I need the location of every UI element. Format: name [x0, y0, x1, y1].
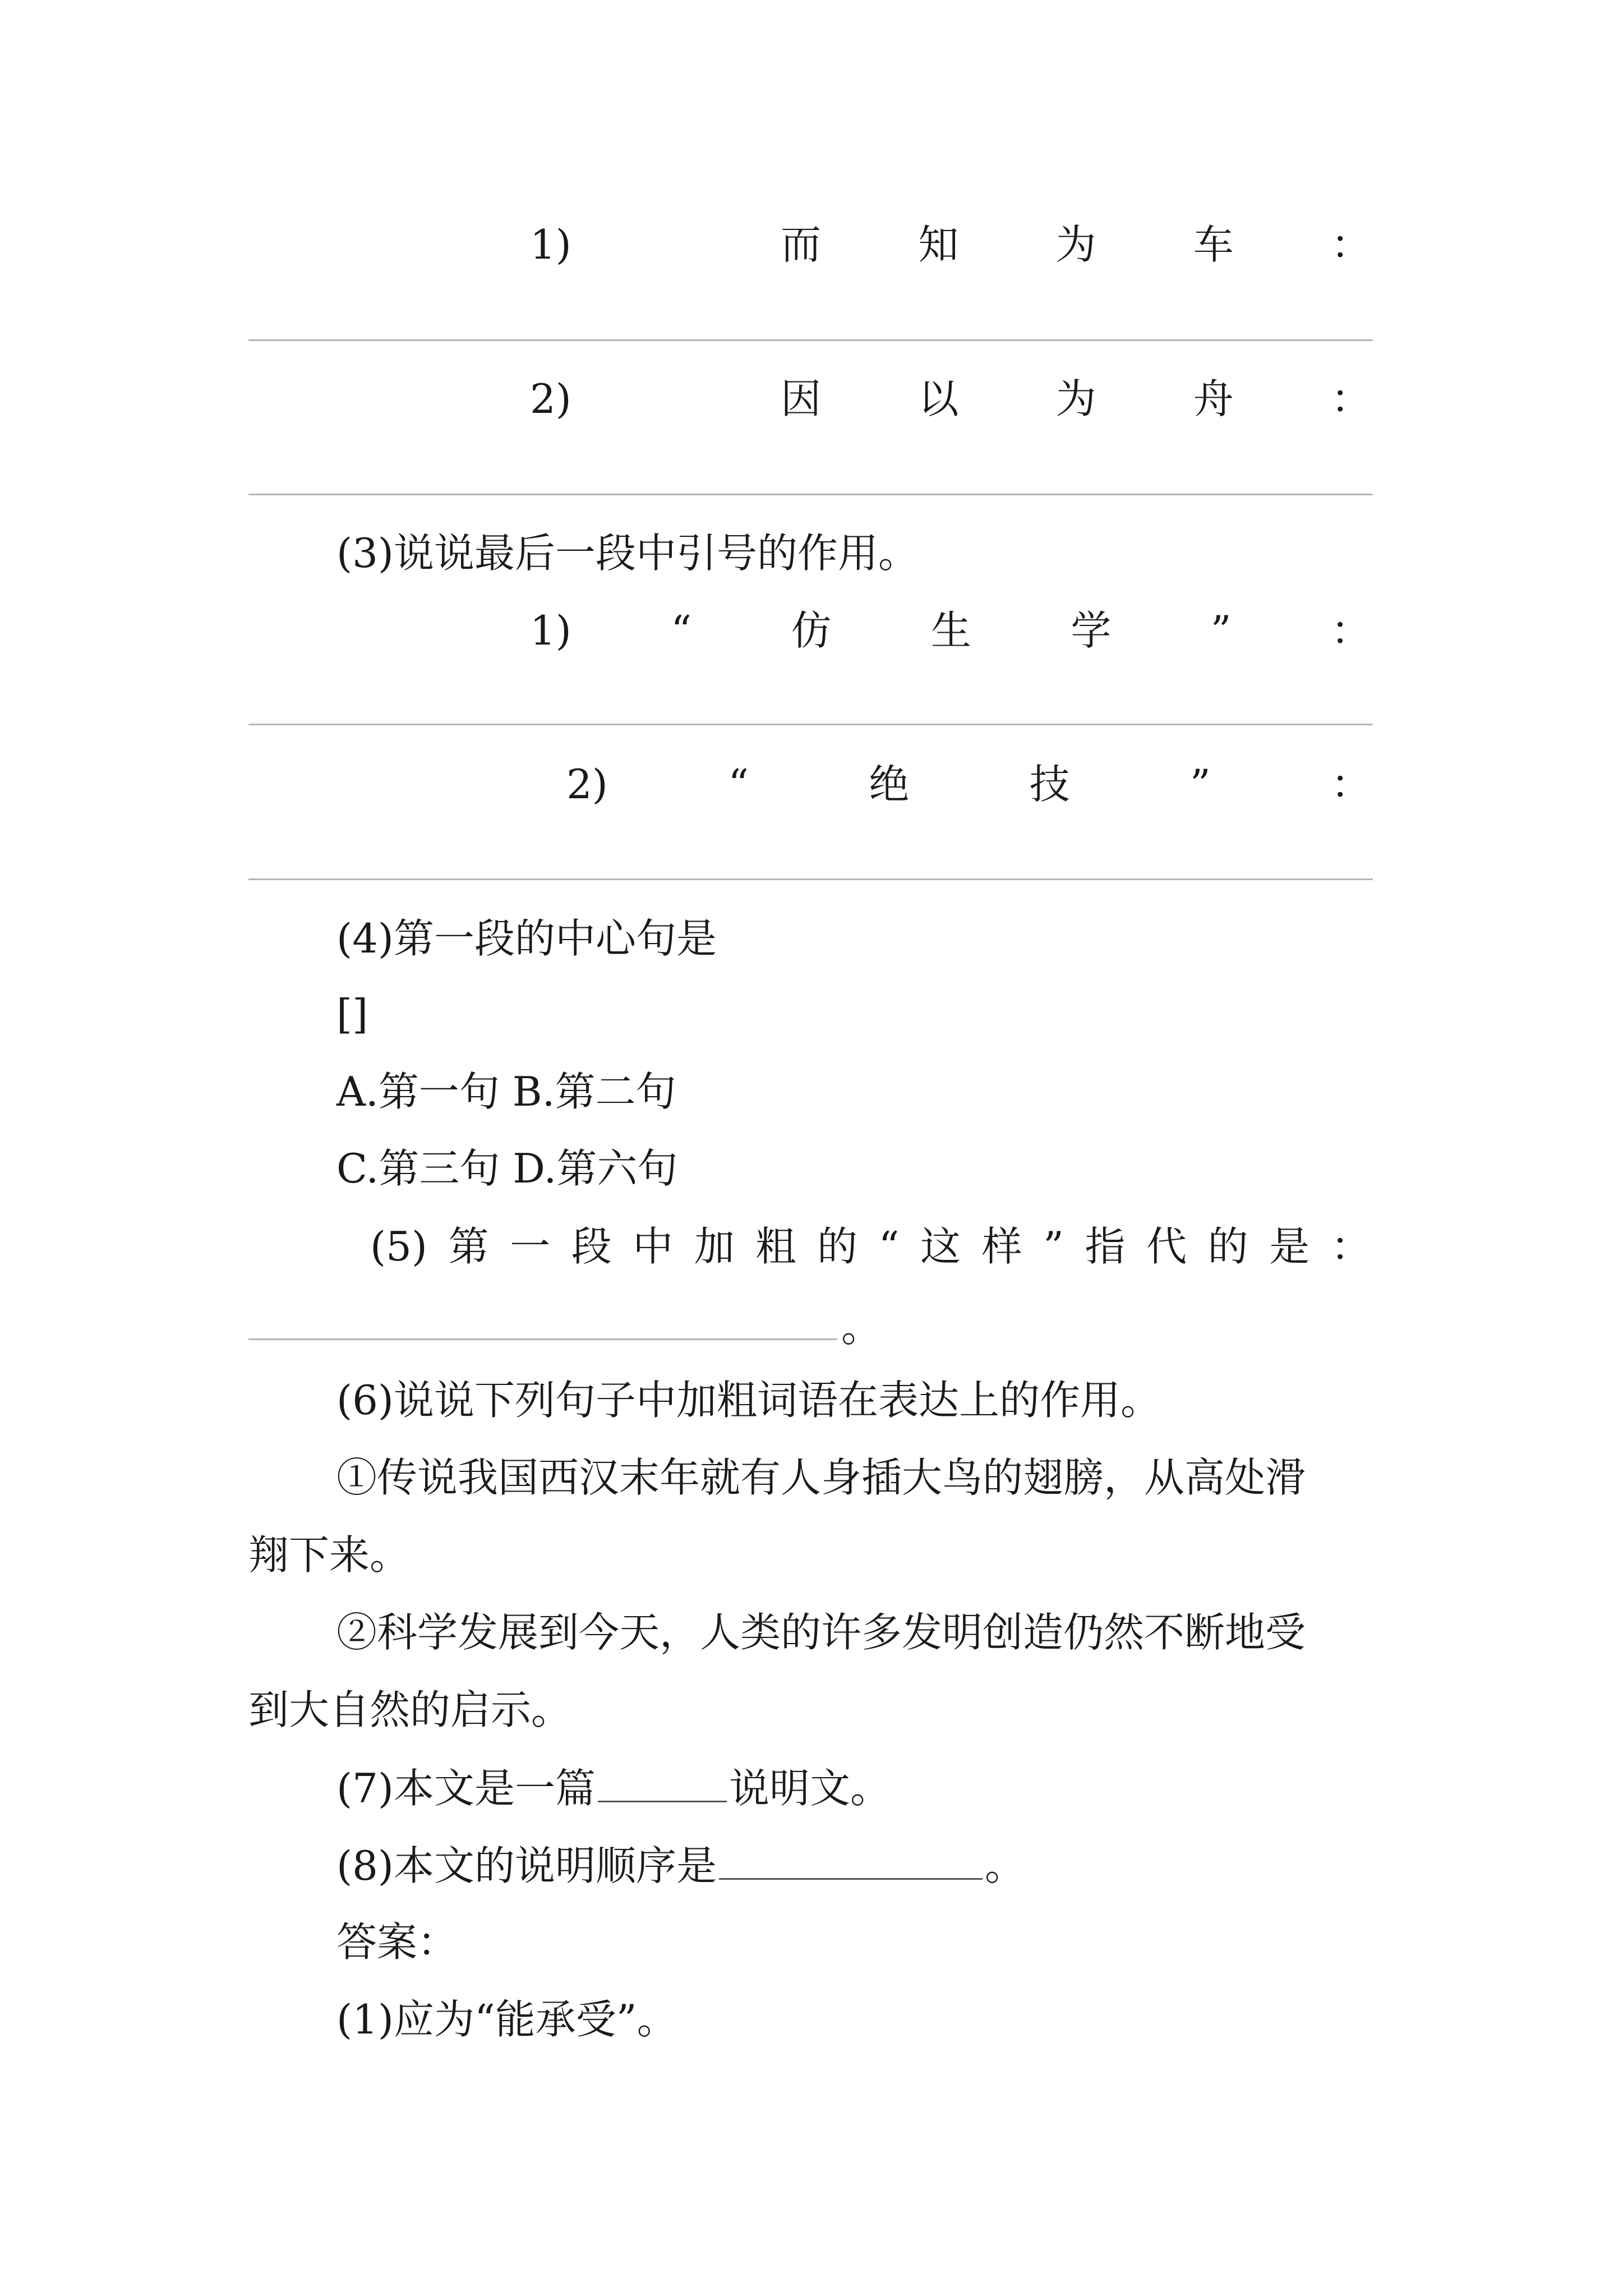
item-number: 1) [530, 221, 571, 268]
q7-text-before: (7)本文是一篇 [336, 1765, 596, 1812]
item-char: 车 [1193, 221, 1234, 268]
item-char: 生 [930, 607, 971, 654]
item-colon: ： [1330, 607, 1371, 654]
item-char: “ [728, 761, 749, 808]
prompt-char: 中 [633, 1223, 674, 1270]
item-number: 2) [566, 761, 608, 808]
q3-item-1 [530, 607, 1371, 654]
q6-prompt: (6)说说下列句子中加粗词语在表达上的作用。 [336, 1377, 1161, 1424]
item-char: 以 [918, 375, 959, 422]
item-char: ” [1210, 607, 1232, 654]
item-char: 技 [1029, 761, 1070, 808]
prompt-char: 这 [920, 1223, 961, 1270]
item-char: “ [671, 607, 692, 654]
q2-item-1 [530, 221, 1371, 268]
q4-options-2: C.第三句 D.第六句 [336, 1145, 678, 1192]
prompt-char: 一 [510, 1223, 551, 1270]
prompt-char: 是 [1269, 1223, 1310, 1270]
fill-blank [598, 1767, 727, 1802]
q2-item-2 [530, 375, 1371, 422]
q6-sentence-1-cont: 翔下来。 [248, 1531, 411, 1579]
prompt-char: 粗 [755, 1223, 796, 1270]
q4-prompt: (4)第一段的中心句是 [336, 915, 717, 962]
item-colon: ： [1330, 221, 1371, 268]
fill-blank [719, 1844, 983, 1880]
prompt-char: 段 [571, 1223, 612, 1270]
prompt-char: 加 [694, 1223, 735, 1270]
item-char: 因 [781, 375, 822, 422]
answer-line [248, 494, 1373, 495]
item-char: 为 [1055, 221, 1096, 268]
item-colon: ： [1330, 761, 1371, 808]
prompt-char: 样 [981, 1223, 1022, 1270]
answer-line [248, 1338, 837, 1340]
prompt-char: 的 [1207, 1223, 1248, 1270]
item-char: 而 [781, 221, 822, 268]
prompt-char: 的 [817, 1223, 858, 1270]
answer-line [248, 339, 1373, 341]
answer-1: (1)应为“能承受”。 [336, 1996, 677, 2043]
q4-answer-bracket: [] [336, 991, 368, 1038]
q3-item-2 [566, 761, 1371, 808]
item-char: 仿 [791, 607, 832, 654]
q4-options-1: A.第一句 B.第二句 [336, 1068, 676, 1115]
item-char: 为 [1055, 375, 1096, 422]
answer-line [248, 878, 1373, 880]
prompt-char: “ [878, 1223, 900, 1270]
q6-sentence-1: ①传说我国西汉末年就有人身插大鸟的翅膀，从高处滑 [336, 1454, 1306, 1501]
q8 [336, 1842, 1026, 1889]
item-colon: ： [1330, 375, 1371, 422]
prompt-char: ” [1043, 1223, 1064, 1270]
item-number: 2) [530, 375, 571, 422]
item-char: 知 [918, 221, 959, 268]
q8-text-before: (8)本文的说明顺序是 [336, 1842, 717, 1889]
q8-text-after: 。 [985, 1842, 1026, 1889]
q3-prompt: (3)说说最后一段中引号的作用。 [336, 530, 919, 577]
answer-line [248, 724, 1373, 725]
q6-sentence-2-cont: 到大自然的启示。 [248, 1686, 572, 1733]
q5-prompt [370, 1223, 1371, 1270]
prompt-char: ： [1330, 1223, 1371, 1270]
q6-sentence-2: ②科学发展到今天，人类的许多发明创造仍然不断地受 [336, 1609, 1306, 1656]
prompt-char: 代 [1146, 1223, 1187, 1270]
q7 [336, 1765, 891, 1812]
item-char: ” [1189, 761, 1211, 808]
q5-end-period: 。 [841, 1304, 882, 1351]
item-char: 舟 [1193, 375, 1234, 422]
item-char: 学 [1071, 607, 1112, 654]
question-number: (5) [370, 1223, 427, 1270]
item-number: 1) [530, 607, 571, 654]
q7-text-after: 说明文。 [729, 1765, 891, 1812]
prompt-char: 指 [1085, 1223, 1126, 1270]
answer-label: 答案： [336, 1918, 458, 1966]
prompt-char: 第 [448, 1223, 489, 1270]
item-char: 绝 [869, 761, 910, 808]
